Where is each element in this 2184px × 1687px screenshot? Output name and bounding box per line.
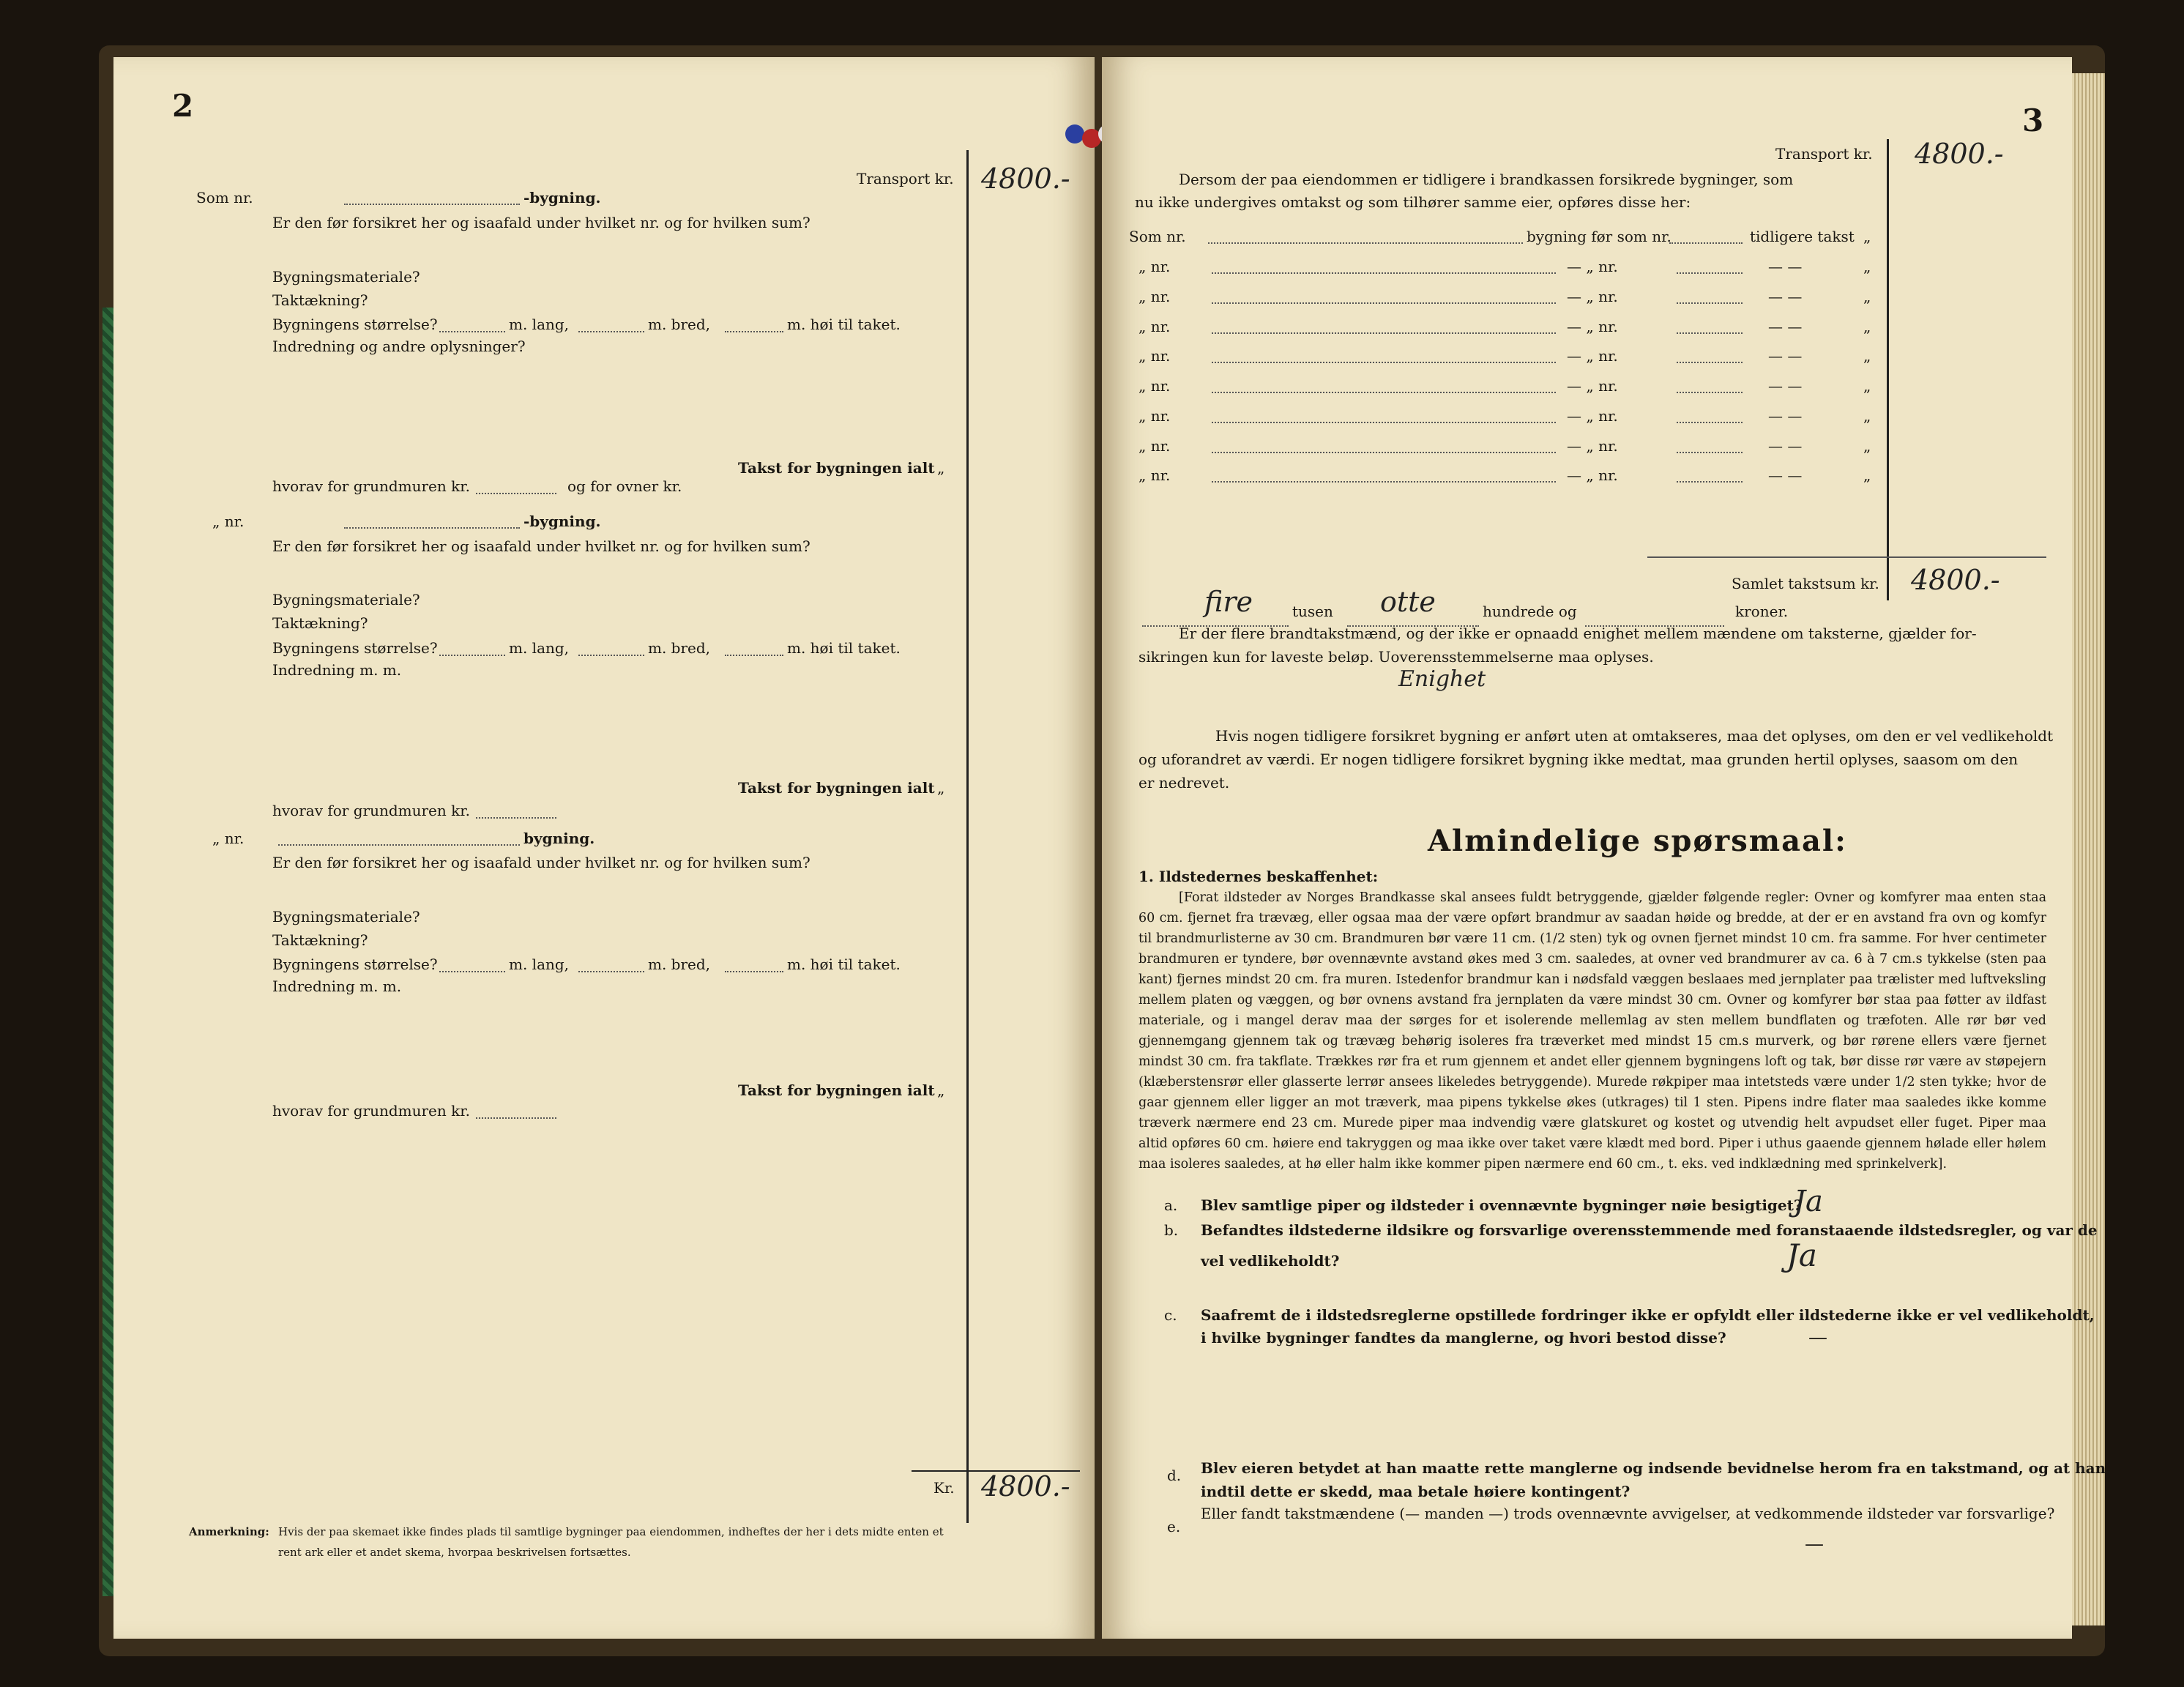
left-anmerkning-label: Anmerkning: — [189, 1525, 269, 1538]
section1-building-suffix: -bygning. — [523, 189, 601, 206]
section2-building-field — [344, 515, 520, 529]
section3-takst-mark: „ — [937, 1081, 945, 1099]
qb-answer: Ja — [1786, 1237, 1817, 1273]
prev-row-quote: „ — [1863, 318, 1871, 335]
prev-row-quote: „ — [1863, 377, 1871, 395]
prev-row-field — [1212, 321, 1556, 334]
prev-row-quote: „ — [1863, 347, 1871, 365]
almindelige-heading: Almindelige spørsmaal: — [1428, 824, 1847, 858]
prev-row-nr-field — [1677, 440, 1743, 453]
prev-row-mid: — „ nr. — [1567, 437, 1618, 455]
prev-row-field — [1212, 410, 1556, 423]
section1-building-field — [344, 192, 520, 205]
section1-roof: Taktækning? — [272, 291, 368, 309]
prev-row-end: — — — [1768, 258, 1803, 275]
prev-row-field — [1212, 261, 1556, 274]
left-transport-label: Transport kr. — [857, 170, 954, 187]
samlet-label: Samlet takstsum kr. — [1732, 575, 1879, 592]
prev-row-first-quote: „ — [1863, 228, 1871, 245]
prev-row-end: — — — [1768, 407, 1803, 425]
qa-text: Blev samtlige piper og ildsteder i ovennævnte bygninger nøie besigtiget? — [1201, 1196, 1803, 1214]
section3-length-field — [439, 959, 505, 972]
prev-row-nr-field — [1677, 350, 1743, 363]
qe-answer: — — [1805, 1533, 1824, 1555]
section3-height-field — [725, 959, 783, 972]
qc-text-1: Saafremt de i ildstedsreglerne opstillede fordringer ikke er opfyldt eller ildstederne ikke er vel vedlikeholdt, — [1201, 1306, 2095, 1324]
amount-words-1: fire — [1204, 586, 1253, 618]
flere-text-1: Er der flere brandtakstmænd, og der ikke er opnaadd enighet mellem mændene om taksterne, gjælder for- — [1179, 625, 1977, 642]
hvis-text-3: er nedrevet. — [1138, 774, 1230, 792]
left-kr-total: 4800.- — [981, 1470, 1070, 1502]
section3-building-suffix: bygning. — [523, 830, 595, 847]
prev-row-quote: „ — [1863, 437, 1871, 455]
right-transport-label: Transport kr. — [1775, 145, 1873, 163]
enighet-handwritten: Enighet — [1398, 666, 1486, 692]
section1-takst: Takst for bygningen ialt — [738, 459, 935, 477]
prev-row-mid: — „ nr. — [1567, 377, 1618, 395]
prev-row-mid: — „ nr. — [1567, 318, 1618, 335]
section1-size-label: Bygningens størrelse? — [272, 316, 438, 333]
section2-takst-mark: „ — [937, 779, 945, 797]
section3-wide: m. bred, — [648, 956, 711, 973]
prev-row-end: — — — [1768, 288, 1803, 305]
prev-row-field — [1212, 469, 1556, 483]
prev-row-nr-field — [1677, 261, 1743, 274]
prev-row-end: — — — [1768, 466, 1803, 484]
qc-text-2: i hvilke bygninger fandtes da manglerne, og hvori bestod disse? — [1201, 1329, 1726, 1347]
prev-row-nr-field — [1677, 469, 1743, 483]
section2-building-suffix: -bygning. — [523, 513, 601, 530]
samlet-value: 4800.- — [1911, 564, 2000, 596]
section3-question: Er den før forsikret her og isaafald under hvilket nr. og for hvilken sum? — [272, 854, 810, 871]
section2-length-field — [439, 643, 505, 656]
section1-width-field — [578, 319, 644, 332]
prev-row-prefix: „ nr. — [1138, 347, 1171, 365]
prev-row-quote: „ — [1863, 258, 1871, 275]
right-transport-value: 4800.- — [1915, 138, 2004, 170]
prev-row-nr-field — [1677, 410, 1743, 423]
section1-interior: Indredning og andre oplysninger? — [272, 338, 526, 355]
section3-width-field — [578, 959, 644, 972]
tusen-label: tusen — [1292, 603, 1333, 620]
amount-words-2: otte — [1380, 586, 1436, 618]
prev-row-nr-field — [1677, 321, 1743, 334]
qb-label: b. — [1164, 1221, 1179, 1239]
prev-row-prefix: „ nr. — [1138, 466, 1171, 484]
prev-row-mid: — „ nr. — [1567, 407, 1618, 425]
section1-long: m. lang, — [509, 316, 570, 333]
prev-row-first-mid: bygning før som nr. — [1527, 228, 1671, 245]
qd-label: d. — [1167, 1467, 1182, 1484]
prev-row-prefix: „ nr. — [1138, 407, 1171, 425]
kroner-label: kroner. — [1735, 603, 1789, 620]
qa-label: a. — [1164, 1196, 1178, 1214]
section3-material: Bygningsmateriale? — [272, 908, 420, 926]
left-page-number: 2 — [172, 88, 194, 124]
prev-row-mid: — „ nr. — [1567, 258, 1618, 275]
section1-ovner: og for ovner kr. — [567, 477, 682, 495]
prev-row-mid: — „ nr. — [1567, 288, 1618, 305]
qd-text-1: Blev eieren betydet at han maatte rette manglerne og indsende bevidnelse herom fra en takstmand, og at han — [1201, 1459, 2106, 1477]
prev-row-end: — — — [1768, 437, 1803, 455]
hvis-text-2: og uforandret av værdi. Er nogen tidligere forsikret bygning ikke medtat, maa grunden hertil oplyses, saasom om den — [1138, 751, 2019, 768]
qe-label: e. — [1167, 1518, 1181, 1535]
right-amount-column-rule — [1887, 139, 1889, 600]
prev-row-quote: „ — [1863, 407, 1871, 425]
right-intro-1: Dersom der paa eiendommen er tidligere i brandkassen forsikrede bygninger, som — [1179, 171, 1794, 188]
section2-high: m. høi til taket. — [787, 639, 901, 657]
hundrede-label: hundrede og — [1483, 603, 1577, 620]
section3-grund-field — [476, 1106, 556, 1119]
prev-row-end: — — — [1768, 347, 1803, 365]
section3-prefix: „ nr. — [212, 830, 245, 847]
section1-height-field — [725, 319, 783, 332]
section1-length-field — [439, 319, 505, 332]
left-anmerkning-text-1: Hvis der paa skemaet ikke findes plads til samtlige bygninger paa eiendommen, indheftes der her i dets midte enten et — [278, 1525, 944, 1538]
prev-row-nr-field — [1677, 291, 1743, 304]
section1-grund-field — [476, 481, 556, 494]
prev-row-field — [1212, 291, 1556, 304]
prev-row-prefix: „ nr. — [1138, 288, 1171, 305]
section2-grund: hvorav for grundmuren kr. — [272, 802, 470, 819]
left-amount-column-rule — [966, 150, 969, 1523]
left-page — [113, 57, 1095, 1639]
qc-label: c. — [1164, 1306, 1177, 1324]
left-kr-label: Kr. — [933, 1479, 955, 1497]
section2-question: Er den før forsikret her og isaafald under hvilket nr. og for hvilken sum? — [272, 537, 810, 555]
section1-prefix: Som nr. — [196, 189, 253, 206]
right-page-number: 3 — [2022, 103, 2044, 138]
section1-wide: m. bred, — [648, 316, 711, 333]
prev-row-prefix: „ nr. — [1138, 318, 1171, 335]
qa-answer: Ja — [1794, 1185, 1823, 1218]
samlet-rule — [1647, 556, 2046, 558]
prev-row-end: — — — [1768, 377, 1803, 395]
section3-roof: Taktækning? — [272, 931, 368, 949]
section1-grund: hvorav for grundmuren kr. — [272, 477, 470, 495]
section2-roof: Taktækning? — [272, 614, 368, 632]
section3-long: m. lang, — [509, 956, 570, 973]
section2-wide: m. bred, — [648, 639, 711, 657]
prev-row-first-nr-field — [1669, 231, 1743, 244]
prev-row-first-prefix: Som nr. — [1129, 228, 1186, 245]
prev-row-prefix: „ nr. — [1138, 437, 1171, 455]
page-edges — [2072, 73, 2105, 1625]
section2-height-field — [725, 643, 783, 656]
section2-interior: Indredning m. m. — [272, 661, 402, 679]
prev-row-first-field — [1208, 231, 1523, 244]
prev-row-quote: „ — [1863, 466, 1871, 484]
section2-prefix: „ nr. — [212, 513, 245, 530]
left-anmerkning-text-2: rent ark eller et andet skema, hvorpaa beskrivelsen fortsættes. — [278, 1546, 631, 1559]
section3-interior: Indredning m. m. — [272, 977, 402, 995]
qc-answer: — — [1808, 1327, 1827, 1349]
section1-high: m. høi til taket. — [787, 316, 901, 333]
section2-width-field — [578, 643, 644, 656]
qb-text-1: Befandtes ildstederne ildsikre og forsvarlige overensstemmende med foranstaaende ildstedsregler, og var de — [1201, 1221, 2098, 1239]
prev-row-quote: „ — [1863, 288, 1871, 305]
section2-material: Bygningsmateriale? — [272, 591, 420, 608]
flere-text-2: sikringen kun for laveste beløp. Uoverensstemmelserne maa oplyses. — [1138, 648, 1654, 666]
section1-question: Er den før forsikret her og isaafald under hvilket nr. og for hvilken sum? — [272, 214, 810, 231]
left-transport-value: 4800.- — [981, 163, 1070, 195]
prev-row-mid: — „ nr. — [1567, 466, 1618, 484]
section3-high: m. høi til taket. — [787, 956, 901, 973]
hvis-text-1: Hvis nogen tidligere forsikret bygning er anført uten at omtakseres, maa det oplyses, om den er vel vedlikeholdt — [1215, 727, 2054, 745]
section3-takst: Takst for bygningen ialt — [738, 1081, 935, 1099]
section1-material: Bygningsmateriale? — [272, 268, 420, 286]
prev-row-end: — — — [1768, 318, 1803, 335]
prev-row-field — [1212, 380, 1556, 393]
ildsted-rules: [Forat ildsteder av Norges Brandkasse skal ansees fuldt betryggende, gjælder følgende regler: Ovner og komfyrer maa enten staa 60 cm. fjernet fra trævæg, eller ogsaa maa der være opført brandmur av saadan høide og bredde, at der er en avstand fra ovn og komfyr til brandmurlisterne av 30 cm. Brandmuren bør være 11 cm. (1/2 sten) tyk og ovnen fjernet mindst 10 cm. fra samme. For hver centimeter brandmuren er tyndere, bør ovennævnte avstand økes med 3 cm. saaledes, at ovner ved brandmurer av ca. 6 à 7 cm.s tykkelse (sten paa kant) fjernes mindst 20 cm. fra muren. Istedenfor brandmur kan i nødsfald væggen beslaaes med jernplater paa trælister med luftveksling mellem platen og væggen, og bør ovnens avstand fra jernplaten da være mindst 30 cm. Ovner og komfyrer bør staa paa føtter av ildfast materiale, og i mangel derav maa der sørges for et isolerende mellemlag av sten mellem bundflaten og træfoten. Alle rør bør ved gjennemgang gjennem tak og trævæg behørig isoleres fra træverket med mindst 15 cm.s murverk, og bør rørene ellers være fjernet mindst 30 cm. fra takflate. Trækkes rør fra et rum gjennem et andet eller gjennem bygningens loft og tak, bør disse rør være av støpejern (klæberstensrør eller glasserte lerrør ansees likeledes betryggende). Murede røkpiper maa intetsteds være under 1/2 sten tykke; hvor de gaar gjennem eller ligger an mot træverk, maa pipens tykkelse økes (utkrages) til 1 sten. Pipens indre flater maa saaledes ikke komme træverk nærmere end 23 cm. Murede piper maa indvendig være glatskuret og kostet og utvendig helt avpudset eller fuget. Piper maa altid opføres 60 cm. høiere end takryggen og maa ikke over taket være klædt med bord. Piper i uthus gaaende gjennem hølade eller hølem maa isoleres saaledes, at hø eller halm ikke kommer pipen nærmere end 60 cm., t. eks. ved indklædning med sprinkelverk]. — [1138, 890, 2046, 1172]
binding-thread — [1065, 124, 1084, 144]
section2-size-label: Bygningens størrelse? — [272, 639, 438, 657]
prev-row-first-end: tidligere takst — [1750, 228, 1855, 245]
prev-row-prefix: „ nr. — [1138, 377, 1171, 395]
qd-text-2: indtil dette er skedd, maa betale høiere kontingent? — [1201, 1483, 1630, 1500]
section2-grund-field — [476, 805, 556, 819]
section3-size-label: Bygningens størrelse? — [272, 956, 438, 973]
q1-label: 1. Ildstedernes beskaffenhet: — [1138, 868, 1379, 885]
prev-row-nr-field — [1677, 380, 1743, 393]
qe-text: Eller fandt takstmændene (— manden —) trods ovennævnte avvigelser, at vedkommende ildsteder var forsvarlige? — [1201, 1505, 2055, 1522]
prev-row-prefix: „ nr. — [1138, 258, 1171, 275]
qb-text-2: vel vedlikeholdt? — [1201, 1252, 1340, 1270]
prev-row-mid: — „ nr. — [1567, 347, 1618, 365]
section3-building-field — [278, 833, 520, 846]
right-intro-2: nu ikke undergives omtakst og som tilhører samme eier, opføres disse her: — [1135, 193, 1691, 211]
prev-row-field — [1212, 350, 1556, 363]
section2-takst: Takst for bygningen ialt — [738, 779, 935, 797]
section3-grund: hvorav for grundmuren kr. — [272, 1102, 470, 1120]
prev-row-field — [1212, 440, 1556, 453]
section2-long: m. lang, — [509, 639, 570, 657]
section1-takst-mark: „ — [937, 459, 945, 477]
